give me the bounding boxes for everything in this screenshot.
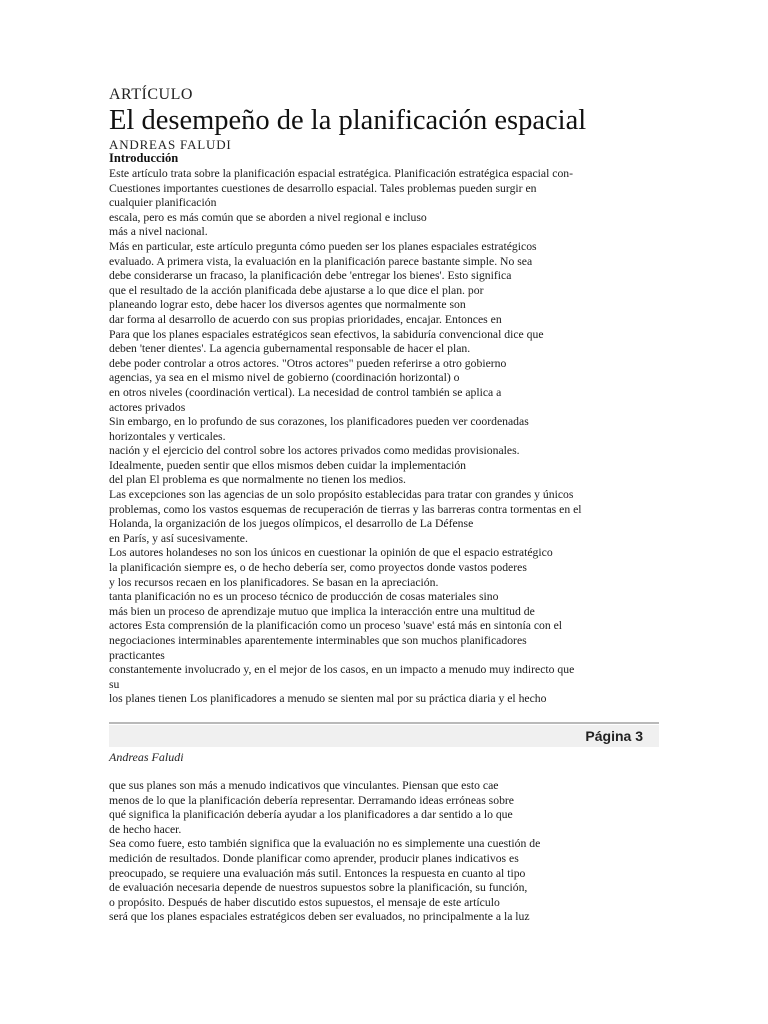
- text-line: problemas, como los vastos esquemas de recuperación de tierras y las barreras contra tormentas en el: [109, 502, 582, 516]
- text-line: debe considerarse un fracaso, la planificación debe 'entregar los bienes'. Esto significa: [109, 269, 512, 283]
- text-line: los planes tienen Los planificadores a menudo se sienten mal por su práctica diaria y el hecho: [109, 692, 547, 706]
- text-line: preocupado, se requiere una evaluación más sutil. Entonces la respuesta en cuanto al tipo: [109, 866, 526, 880]
- text-line: nación y el ejercicio del control sobre los actores privados como medidas provisionales.: [109, 444, 520, 458]
- text-line: constantemente involucrado y, en el mejor de los casos, en un impacto a menudo muy indirecto que: [109, 663, 575, 677]
- text-line: menos de lo que la planificación debería representar. Derramando ideas erróneas sobre: [109, 793, 514, 807]
- body-text: [109, 167, 582, 707]
- running-header-author: Andreas Faludi: [109, 750, 184, 764]
- text-line: Sin embargo, en lo profundo de sus corazones, los planificadores pueden ver coordenadas: [109, 415, 529, 429]
- text-line: practicantes: [109, 648, 165, 662]
- text-line: del plan El problema es que normalmente no tienen los medios.: [109, 473, 406, 487]
- text-line: o propósito. Después de haber discutido estos supuestos, el mensaje de este artículo: [109, 895, 500, 909]
- text-line: deben 'tener dientes'. La agencia gubernamental responsable de hacer el plan.: [109, 342, 471, 356]
- text-line: que sus planes son más a menudo indicativos que vinculantes. Piensan que esto cae: [109, 779, 499, 792]
- text-line: será que los planes espaciales estratégicos deben ser evaluados, no principalmente a la luz: [109, 910, 530, 924]
- section-label: ARTÍCULO: [109, 86, 193, 103]
- text-line: y los recursos recaen en los planificadores. Se basan en la apreciación.: [109, 575, 439, 589]
- article-author: ANDREAS FALUDI: [109, 137, 232, 152]
- text-line: qué significa la planificación debería ayudar a los planificadores a dar sentido a lo que: [109, 808, 513, 822]
- text-line: en París, y así sucesivamente.: [109, 531, 248, 545]
- page-number-bar: [109, 725, 659, 747]
- text-line: planeando lograr esto, debe hacer los diversos agentes que normalmente son: [109, 298, 466, 312]
- text-line: Las excepciones son las agencias de un solo propósito establecidas para tratar con grandes y únicos: [109, 488, 574, 502]
- text-line: agencias, ya sea en el mismo nivel de gobierno (coordinación horizontal) o: [109, 371, 460, 385]
- text-line: horizontales y verticales.: [109, 429, 226, 443]
- text-line: su: [109, 677, 120, 691]
- text-line: actores Esta comprensión de la planificación como un proceso 'suave' está más en sintonía con el: [109, 619, 563, 633]
- text-line: Cuestiones importantes cuestiones de desarrollo espacial. Tales problemas pueden surgir en: [109, 181, 537, 195]
- text-line: debe poder controlar a otros actores. "Otros actores" pueden referirse a otro gobierno: [109, 356, 507, 370]
- text-line: medición de resultados. Donde planificar como aprender, producir planes indicativos es: [109, 851, 519, 865]
- text-line: Más en particular, este artículo pregunta cómo pueden ser los planes espaciales estratégicos: [109, 239, 537, 253]
- text-line: en otros niveles (coordinación vertical). La necesidad de control también se aplica a: [109, 385, 502, 399]
- text-line: negociaciones interminables aparentemente interminables que son muchos planificadores: [109, 634, 527, 647]
- page-divider: [109, 722, 659, 724]
- text-line: Idealmente, pueden sentir que ellos mismos deben cuidar la implementación: [109, 458, 467, 472]
- text-line: de evaluación necesaria depende de nuestros supuestos sobre la planificación, su función,: [109, 881, 528, 895]
- text-line: Para que los planes espaciales estratégicos sean efectivos, la sabiduría convencional dice que: [109, 327, 544, 341]
- text-line: más a nivel nacional.: [109, 225, 208, 239]
- body-text-page-3: [109, 779, 540, 925]
- article-title: El desempeño de la planificación espacial: [109, 105, 587, 136]
- introduction-heading: Introducción: [109, 151, 179, 165]
- text-line: cualquier planificación: [109, 196, 217, 210]
- text-line: Sea como fuere, esto también significa que la evaluación no es simplemente una cuestión de: [109, 837, 541, 851]
- text-line: escala, pero es más común que se aborden a nivel regional e incluso: [109, 210, 427, 224]
- text-line: dar forma al desarrollo de acuerdo con sus propias prioridades, encajar. Entonces en: [109, 312, 502, 326]
- text-line: Los autores holandeses no son los únicos en cuestionar la opinión de que el espacio estratégico: [109, 546, 553, 560]
- text-line: que el resultado de la acción planificada debe ajustarse a lo que dice el plan. por: [109, 283, 484, 297]
- text-line: más bien un proceso de aprendizaje mutuo que implica la interacción entre una multitud de: [109, 604, 535, 618]
- page-number: Página 3: [585, 728, 643, 744]
- text-line: la planificación siempre es, o de hecho debería ser, como proyectos donde vastos poderes: [109, 561, 527, 575]
- text-line: Este artículo trata sobre la planificación espacial estratégica. Planificación estratégica espacial con-: [109, 167, 574, 180]
- text-line: actores privados: [109, 400, 186, 414]
- text-line: Holanda, la organización de los juegos olímpicos, el desarrollo de La Défense: [109, 517, 474, 531]
- text-line: tanta planificación no es un proceso técnico de producción de cosas materiales sino: [109, 590, 499, 604]
- text-line: de hecho hacer.: [109, 822, 182, 836]
- text-line: evaluado. A primera vista, la evaluación en la planificación parece bastante simple. No sea: [109, 254, 533, 268]
